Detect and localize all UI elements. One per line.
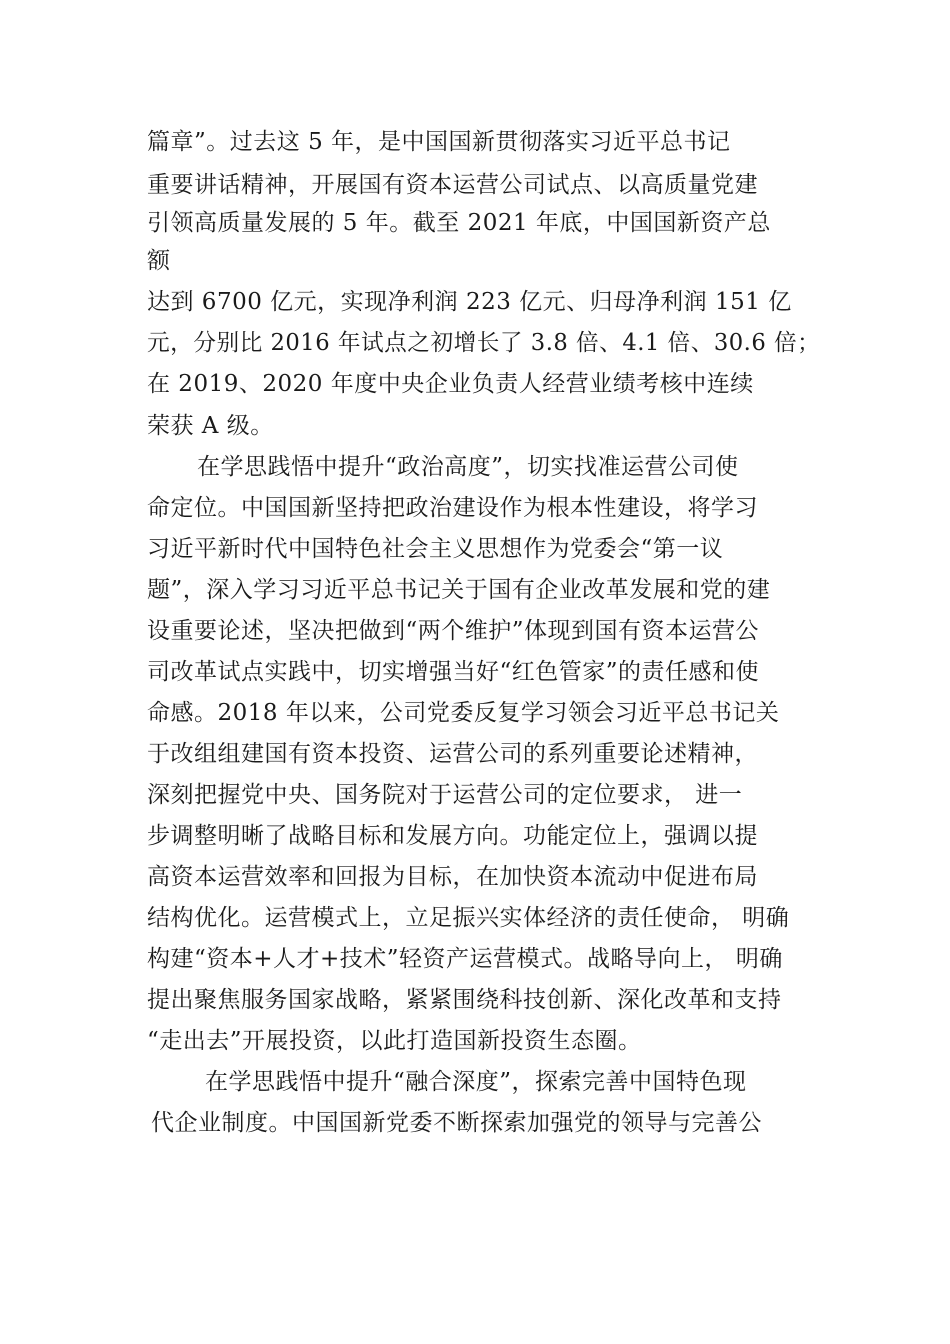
text-line: 命定位。中国国新坚持把政治建设作为根本性建设，将学习 — [147, 495, 758, 521]
text-line: 荣获 A 级。 — [147, 413, 274, 439]
text-line: 习近平新时代中国特色社会主义思想作为党委会“第一议 — [147, 536, 724, 562]
text-line: 设重要论述，坚决把做到“两个维护”体现到国有资本运营公 — [147, 618, 760, 644]
text-line: 重要讲话精神，开展国有资本运营公司试点、以高质量党建 — [147, 172, 758, 198]
text-line: 篇章”。过去这 5 年，是中国国新贯彻落实习近平总书记 — [147, 129, 731, 155]
text-line: 额 — [147, 248, 171, 274]
text-line: 司改革试点实践中，切实增强当好“红色管家”的责任感和使 — [147, 659, 760, 685]
text-line: 引领高质量发展的 5 年。截至 2021 年底，中国国新资产总 — [147, 210, 771, 236]
text-line: 构建“资本+人才+技术”轻资产运营模式。战略导向上， 明确 — [147, 946, 783, 972]
text-line: 达到 6700 亿元，实现净利润 223 亿元、归母净利润 151 亿 — [147, 289, 792, 315]
text-line: 命感。2018 年以来，公司党委反复学习领会习近平总书记关 — [147, 700, 780, 726]
paragraph-first-line: 在学思践悟中提升“融合深度”，探索完善中国特色现 — [205, 1069, 747, 1095]
text-line: 题”，深入学习习近平总书记关于国有企业改革发展和党的建 — [147, 577, 771, 603]
text-line: 于改组组建国有资本投资、运营公司的系列重要论述精神， — [147, 741, 758, 767]
text-line: 结构优化。运营模式上，立足振兴实体经济的责任使命， 明确 — [147, 905, 790, 931]
paragraph-first-line: 在学思践悟中提升“政治高度”，切实找准运营公司使 — [197, 454, 739, 480]
text-line: 提出聚焦服务国家战略，紧紧围绕科技创新、深化改革和支持 — [147, 987, 782, 1013]
text-line: 步调整明晰了战略目标和发展方向。功能定位上，强调以提 — [147, 823, 758, 849]
text-line: 深刻把握党中央、国务院对于运营公司的定位要求， 进一 — [147, 782, 743, 808]
text-line: 高资本运营效率和回报为目标，在加快资本流动中促进布局 — [147, 864, 758, 890]
text-line: 元，分别比 2016 年试点之初增长了 3.8 倍、4.1 倍、30.6 倍； — [147, 330, 821, 356]
text-line: “走出去”开展投资，以此打造国新投资生态圈。 — [147, 1028, 642, 1054]
text-line: 在 2019、2020 年度中央企业负责人经营业绩考核中连续 — [147, 371, 754, 397]
text-line: 代企业制度。中国国新党委不断探索加强党的领导与完善公 — [151, 1110, 762, 1136]
